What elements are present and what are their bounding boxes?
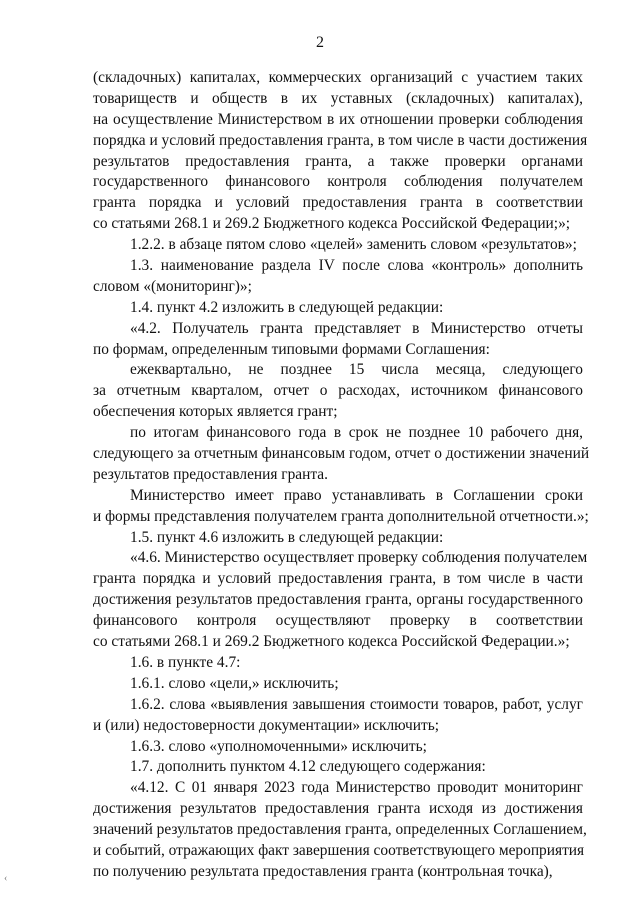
text-line: «4.2. Получатель гранта представляет в Министерство отчеты bbox=[130, 319, 583, 337]
text-line: 1.7. дополнить пунктом 4.12 следующего содержания: bbox=[130, 758, 486, 776]
text-line: 1.5. пункт 4.6 изложить в следующей редакции: bbox=[130, 528, 444, 546]
text-line: достижения результатов предоставления гранта, органы государственного bbox=[93, 591, 583, 609]
text-line: по итогам финансового года в срок не позднее 10 рабочего дня, bbox=[130, 424, 583, 442]
text-line: 1.6.3. слово «уполномоченными» исключить; bbox=[130, 737, 427, 755]
paragraph bbox=[93, 68, 588, 235]
paragraph bbox=[93, 548, 588, 652]
text-line: результатов предоставления гранта. bbox=[93, 465, 328, 483]
text-line: на осуществление Министерством в их отношении проверки соблюдения bbox=[93, 110, 583, 128]
text-line: словом «(мониторинг)»; bbox=[93, 277, 252, 295]
paragraph bbox=[93, 695, 583, 737]
paragraph bbox=[93, 256, 583, 298]
page-number: 2 bbox=[316, 34, 324, 51]
text-line: (складочных) капиталах, коммерческих организаций с участием таких bbox=[93, 69, 583, 86]
text-line: по получению результата предоставления гранта (контрольная точка), bbox=[93, 862, 553, 880]
paragraph bbox=[93, 298, 583, 319]
text-line: 1.4. пункт 4.2 изложить в следующей редакции: bbox=[130, 298, 444, 316]
paragraph bbox=[93, 423, 590, 486]
text-line: по формам, определенным типовыми формами Соглашения: bbox=[93, 340, 490, 358]
text-line: государственного финансового контроля соблюдения получателем bbox=[93, 173, 583, 191]
text-line: и (или) недостоверности документации» исключить; bbox=[93, 716, 440, 734]
paragraph bbox=[93, 486, 589, 528]
paragraph bbox=[93, 737, 583, 758]
document-body bbox=[93, 68, 590, 883]
text-line: «4.12. С 01 января 2023 года Министерство проводит мониторинг bbox=[130, 779, 583, 797]
text-line: 1.3. наименование раздела IV после слова «контроль» дополнить bbox=[130, 257, 583, 275]
text-line: со статьями 268.1 и 269.2 Бюджетного кодекса Российской Федерации.»; bbox=[93, 633, 570, 651]
text-line: результатов предоставления гранта, а также проверки органами bbox=[93, 152, 583, 170]
text-line: финансового контроля осуществляют проверку в соответствии bbox=[93, 612, 583, 630]
text-line: порядка и условий предоставления гранта, в том числе в части достижения bbox=[93, 131, 588, 149]
text-line: «4.6. Министерство осуществляет проверку соблюдения получателем bbox=[130, 549, 588, 567]
paragraph bbox=[93, 757, 583, 778]
text-line: достижения результатов предоставления гранта исходя из достижения bbox=[93, 800, 583, 818]
text-line: 1.6. в пункте 4.7: bbox=[130, 653, 241, 671]
paragraph bbox=[93, 528, 583, 549]
paragraph bbox=[93, 674, 583, 695]
text-line: Министерство имеет право устанавливать в Соглашении сроки bbox=[130, 486, 583, 504]
text-line: гранта порядка и условий предоставления гранта, в том числе в части bbox=[93, 570, 583, 588]
text-line: 1.6.2. слова «выявления завышения стоимости товаров, работ, услуг bbox=[130, 695, 583, 713]
text-line: гранта порядка и условий предоставления гранта в соответствии bbox=[93, 194, 583, 212]
text-line: 1.2.2. в абзаце пятом слово «целей» заменить словом «результатов»; bbox=[130, 236, 577, 254]
text-line: за отчетным кварталом, отчет о расходах, источником финансового bbox=[93, 382, 583, 400]
paragraph bbox=[93, 778, 587, 882]
text-line: следующего за отчетным финансовым годом, отчет о достижении значений bbox=[93, 445, 590, 463]
margin-mark: ‹ bbox=[4, 873, 8, 884]
paragraph bbox=[93, 360, 583, 423]
text-line: со статьями 268.1 и 269.2 Бюджетного кодекса Российской Федерации;»; bbox=[93, 215, 571, 233]
paragraph bbox=[93, 235, 583, 256]
text-line: и формы представления получателем гранта дополнительной отчетности.»; bbox=[93, 507, 589, 525]
text-line: ежеквартально, не позднее 15 числа месяца, следующего bbox=[130, 361, 583, 379]
paragraph bbox=[93, 653, 583, 674]
text-line: значений результатов предоставления гранта, определенных Соглашением, bbox=[93, 821, 587, 839]
paragraph bbox=[93, 319, 583, 361]
text-line: 1.6.1. слово «цели,» исключить; bbox=[130, 674, 339, 692]
text-line: обеспечения которых является грант; bbox=[93, 403, 338, 421]
text-line: и событий, отражающих факт завершения соответствующего мероприятия bbox=[93, 841, 585, 859]
text-line: товариществ и обществ в их уставных (складочных) капиталах), bbox=[93, 89, 583, 107]
